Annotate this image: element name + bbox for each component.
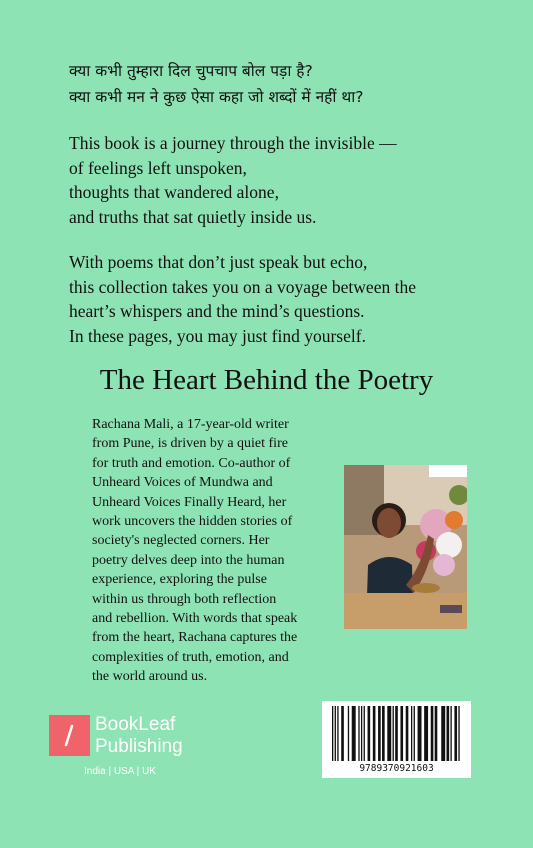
barcode-bar [447,706,450,761]
barcode-bar [414,706,415,761]
bio-line: Unheard Voices of Mundwa and [92,475,273,491]
barcode-bar [373,706,376,761]
barcode-bar [411,706,412,761]
bio-line: and rebellion. With words that speak [92,611,298,627]
blurb-line: of feelings left unspoken, [69,157,247,178]
blurb-line: heart’s whispers and the mind’s questions. [69,301,365,321]
slash-mark-icon [49,715,90,756]
blurb-paragraph-2 [69,250,416,348]
bio-line: Rachana Mali, a 17-year-old writer [92,417,289,432]
bio-line: Unheard Voices Finally Heard, her [92,494,287,510]
blurb-line: In these pages, you may just find yourself. [69,325,366,346]
bio-line: within us through both reflection [92,591,277,607]
bio-line: experience, exploring the pulse [92,572,267,588]
bio-line: society's neglected corners. Her [92,533,270,549]
bio-line: from Pune, is driven by a quiet fire [92,436,288,452]
barcode-bar [424,706,428,761]
barcode-bar [400,706,403,761]
section-heading: The Heart Behind the Poetry [99,364,434,396]
barcode-bar [378,706,381,761]
barcode-bar [450,706,451,761]
blurb-line: This book is a journey through the invisible — [69,133,397,153]
barcode-bar [441,706,445,761]
barcode-bar [348,706,349,761]
publisher-name [95,714,183,758]
barcode-bar [458,706,459,761]
hindi-intro [69,58,364,110]
isbn-barcode [322,701,471,778]
publisher-logo-mark [49,715,90,756]
barcode-bar [358,706,359,761]
barcode-bar [406,706,409,761]
bio-line: work uncovers the hidden stories of [92,514,293,530]
barcode-bar [454,706,457,761]
barcode-bar [418,706,422,761]
barcode-bar [352,706,356,761]
bio-line: poetry delves deep into the human [92,552,285,568]
barcode-bar [393,706,394,761]
barcode-bar [335,706,336,761]
blurb-paragraph-1 [69,131,397,229]
barcode-bar [361,706,362,761]
bio-line: from the heart, Rachana captures the [92,630,298,646]
bio-line: for truth and emotion. Co-author of [92,455,291,471]
blurb-line: this collection takes you on a voyage between the [69,276,416,297]
publisher-name-line-2: Publishing [95,736,183,757]
isbn-number: 9789370921603 [359,763,434,774]
blurb-line: thoughts that wandered alone, [69,182,279,202]
blurb-line: and truths that sat quietly inside us. [69,206,317,227]
bio-line: complexities of truth, emotion, and [92,649,289,665]
hindi-line-1: क्या कभी तुम्हारा दिल चुपचाप बोल पड़ा है? [69,62,313,80]
barcode-icon [332,706,461,761]
barcode-bar [435,706,438,761]
barcode-bar [332,706,333,761]
barcode-bar [364,706,365,761]
barcode-bar [395,706,398,761]
barcode-bar [387,706,391,761]
blurb-line: With poems that don’t just speak but echo, [69,252,368,272]
barcode-bar [337,706,338,761]
barcode-bar [431,706,434,761]
hindi-line-2: क्या कभी मन ने कुछ ऐसा कहा जो शब्दों में नहीं था? [69,88,364,106]
publisher-regions: India | USA | UK [84,766,156,777]
author-photo [344,465,467,629]
author-bio [92,415,297,687]
publisher-name-line-1: BookLeaf [95,714,176,735]
barcode-bar [368,706,371,761]
barcode-bar [382,706,385,761]
barcode-bar [341,706,344,761]
bio-line: the world around us. [92,669,208,685]
